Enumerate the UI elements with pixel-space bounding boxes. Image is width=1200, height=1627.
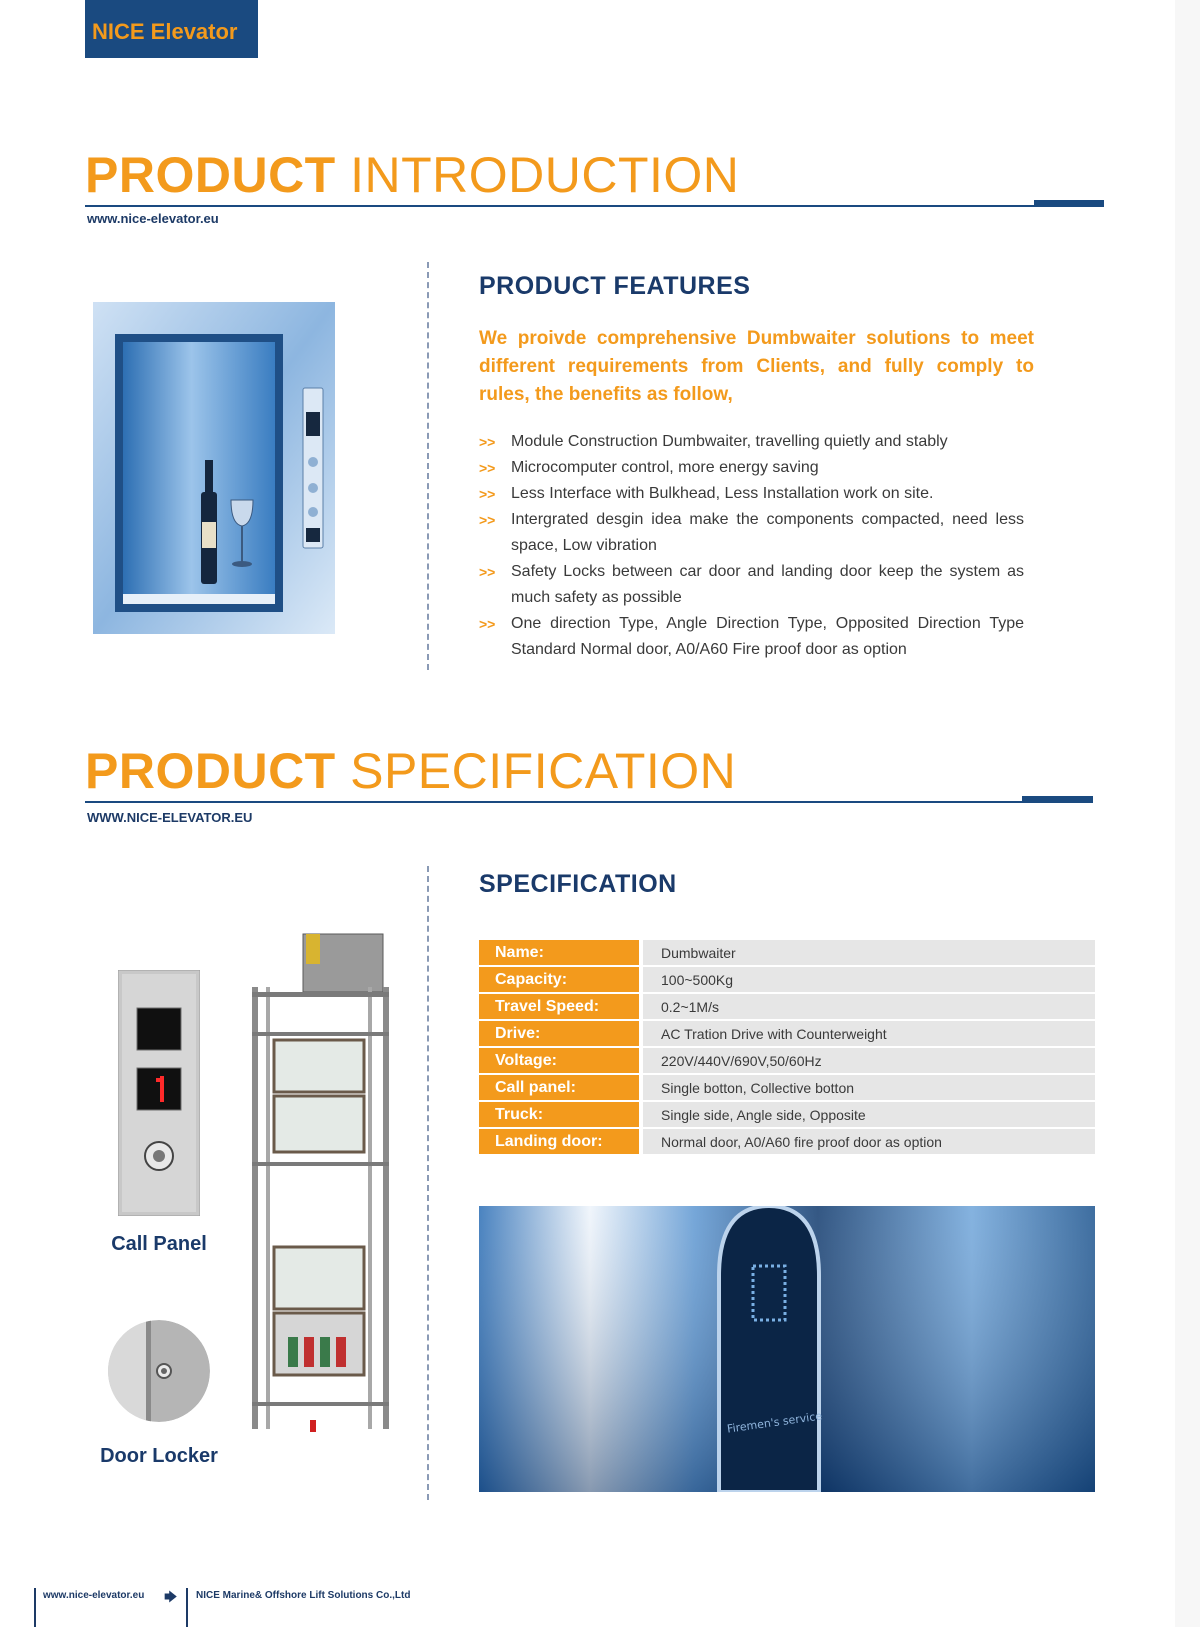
feature-text: Microcomputer control, more energy saving: [511, 459, 819, 476]
elevator-detail-banner: [479, 1206, 1095, 1492]
features-heading: PRODUCT FEATURES: [479, 272, 751, 300]
specification-table: [479, 938, 1095, 1156]
section-rule-end: [1022, 796, 1093, 803]
spec-value: 0.2~1M/s: [639, 994, 1095, 1019]
list-item: [479, 507, 1024, 559]
page-edge-band: [1175, 0, 1200, 1627]
spec-value: Dumbwaiter: [639, 940, 1095, 965]
section-title-specification: [85, 743, 737, 799]
call-panel-caption: Call Panel: [111, 1233, 207, 1255]
spec-value: 220V/440V/690V,50/60Hz: [639, 1048, 1095, 1073]
features-list: [479, 429, 1024, 663]
section-title-introduction: [85, 147, 740, 203]
bullet-arrow-icon: >>: [479, 616, 496, 632]
table-row: [479, 1129, 1095, 1154]
spec-label: Capacity:: [479, 967, 639, 992]
banner-label: Firemen's service: [726, 1409, 823, 1436]
spec-value: Single botton, Collective botton: [639, 1075, 1095, 1100]
list-item: [479, 455, 1024, 481]
spec-value: Single side, Angle side, Opposite: [639, 1102, 1095, 1127]
dumbwaiter-photo: [93, 302, 335, 634]
column-divider: [427, 866, 429, 1500]
title-rest: INTRODUCTION: [335, 147, 740, 203]
bullet-arrow-icon: >>: [479, 512, 496, 528]
footer-company: NICE Marine& Offshore Lift Solutions Co.,Ltd: [196, 1590, 411, 1601]
feature-text: Safety Locks between car door and landing door keep the system as much safety as possible: [511, 563, 1024, 606]
spec-value: 100~500Kg: [639, 967, 1095, 992]
table-row: [479, 994, 1095, 1019]
spec-label: Drive:: [479, 1021, 639, 1046]
bullet-arrow-icon: >>: [479, 564, 496, 580]
list-item: [479, 611, 1024, 663]
door-locker-photo: [108, 1320, 210, 1422]
bullet-arrow-icon: >>: [479, 486, 496, 502]
spec-value: AC Tration Drive with Counterweight: [639, 1021, 1095, 1046]
specification-heading: SPECIFICATION: [479, 870, 677, 898]
table-row: [479, 1048, 1095, 1073]
section-rule: [85, 205, 1103, 207]
section-rule-end: [1034, 200, 1104, 207]
footer-bar: [34, 1588, 36, 1627]
feature-text: Module Construction Dumbwaiter, travelling quietly and stably: [511, 433, 948, 450]
table-row: [479, 1102, 1095, 1127]
table-row: [479, 967, 1095, 992]
dumbwaiter-frame-photo: [248, 932, 393, 1434]
table-row: [479, 940, 1095, 965]
bullet-arrow-icon: >>: [479, 460, 496, 476]
list-item: [479, 481, 1024, 507]
feature-text: Less Interface with Bulkhead, Less Installation work on site.: [511, 485, 934, 502]
feature-text: Intergrated desgin idea make the components compacted, need less space, Low vibration: [511, 511, 1024, 554]
brand-name: NICE Elevator: [92, 19, 238, 44]
feature-text: One direction Type, Angle Direction Type, Opposited Direction Type Standard Normal door, A0/A60 Fire proof door as option: [511, 615, 1024, 658]
spec-label: Travel Speed:: [479, 994, 639, 1019]
bullet-arrow-icon: >>: [479, 434, 496, 450]
section-url: WWW.NICE-ELEVATOR.EU: [87, 810, 253, 825]
spec-label: Call panel:: [479, 1075, 639, 1100]
list-item: [479, 429, 1024, 455]
spec-label: Name:: [479, 940, 639, 965]
door-locker-caption: Door Locker: [100, 1445, 218, 1467]
column-divider: [427, 262, 429, 670]
list-item: [479, 559, 1024, 611]
spec-label: Truck:: [479, 1102, 639, 1127]
brand-tab: [85, 0, 258, 58]
title-bold: PRODUCT: [85, 743, 336, 799]
footer-url: www.nice-elevator.eu: [43, 1590, 145, 1601]
section-url: www.nice-elevator.eu: [87, 211, 219, 226]
footer-bar: [186, 1588, 188, 1627]
spec-label: Landing door:: [479, 1129, 639, 1154]
features-intro: We proivde comprehensive Dumbwaiter solutions to meet different requirements from Clients, and fully comply to rules, the benefits as follow,: [479, 328, 1034, 405]
title-bold: PRODUCT: [85, 147, 336, 203]
section-rule: [85, 801, 1093, 803]
title-rest: SPECIFICATION: [335, 743, 737, 799]
spec-value: Normal door, A0/A60 fire proof door as option: [639, 1129, 1095, 1154]
cursor-icon: 🡆: [164, 1589, 178, 1604]
spec-label: Voltage:: [479, 1048, 639, 1073]
call-panel-photo: [118, 970, 200, 1216]
table-row: [479, 1021, 1095, 1046]
table-row: [479, 1075, 1095, 1100]
